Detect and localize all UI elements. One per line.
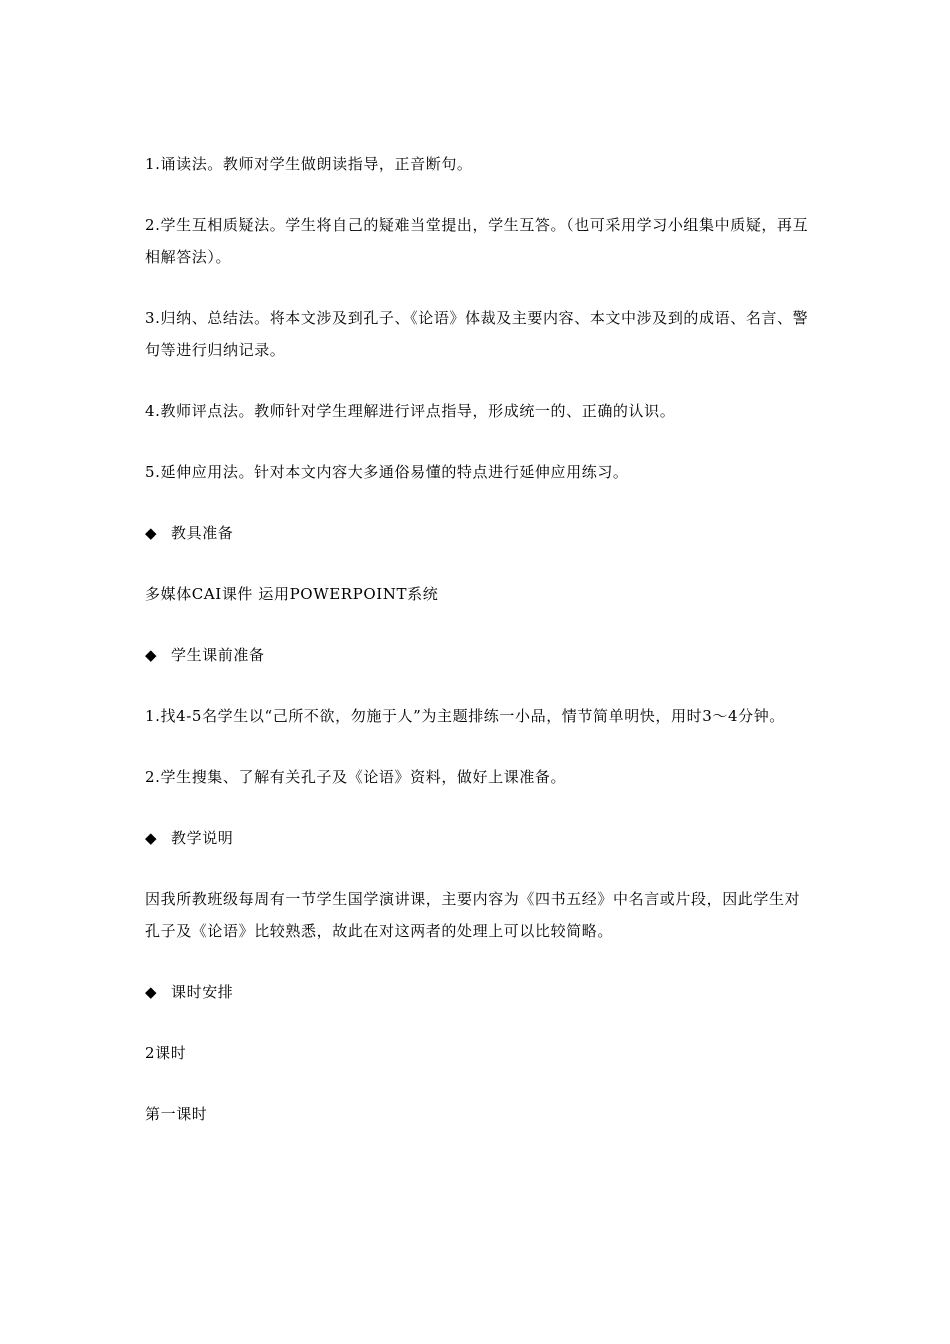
diamond-bullet-icon: ◆ — [145, 983, 158, 1001]
section-heading-label: 学生课前准备 — [171, 646, 265, 664]
diamond-bullet-icon: ◆ — [145, 646, 158, 664]
section-heading-teaching-aids — [145, 517, 810, 549]
document-body — [145, 148, 810, 1159]
section-heading-student-prep — [145, 639, 810, 671]
section-heading-label: 教具准备 — [171, 524, 234, 542]
schedule-hours: 2课时 — [145, 1044, 187, 1062]
method-summary: 3.归纳、总结法。将本文涉及到孔子、《论语》体裁及主要内容、本文中涉及到的成语、名言、警句等进行归纳记录。 — [145, 309, 809, 359]
section-heading-teaching-notes — [145, 822, 810, 854]
diamond-bullet-icon: ◆ — [145, 829, 158, 847]
section-heading-label: 教学说明 — [171, 829, 234, 847]
student-prep-item-2: 2.学生搜集、了解有关孔子及《论语》资料，做好上课准备。 — [145, 768, 567, 786]
method-questioning: 2.学生互相质疑法。学生将自己的疑难当堂提出，学生互答。（也可采用学习小组集中质疑，再互相解答法）。 — [145, 216, 809, 266]
method-extension: 5.延伸应用法。针对本文内容大多通俗易懂的特点进行延伸应用练习。 — [145, 463, 629, 481]
method-recitation: 1.诵读法。教师对学生做朗读指导，正音断句。 — [145, 155, 473, 173]
teaching-aids-text: 多媒体CAI课件 运用POWERPOINT系统 — [145, 585, 439, 603]
teaching-notes-text: 因我所教班级每周有一节学生国学演讲课，主要内容为《四书五经》中名言或片段，因此学生对孔子及《论语》比较熟悉，故此在对这两者的处理上可以比较简略。 — [145, 890, 801, 940]
method-teacher-comment: 4.教师评点法。教师针对学生理解进行评点指导，形成统一的、正确的认识。 — [145, 402, 676, 420]
first-lesson-title: 第一课时 — [145, 1105, 208, 1123]
section-heading-schedule — [145, 976, 810, 1008]
section-heading-label: 课时安排 — [171, 983, 234, 1001]
diamond-bullet-icon: ◆ — [145, 524, 158, 542]
student-prep-item-1: 1.找4-5名学生以“己所不欲，勿施于人”为主题排练一小品，情节简单明快，用时3～4分钟。 — [145, 707, 785, 725]
